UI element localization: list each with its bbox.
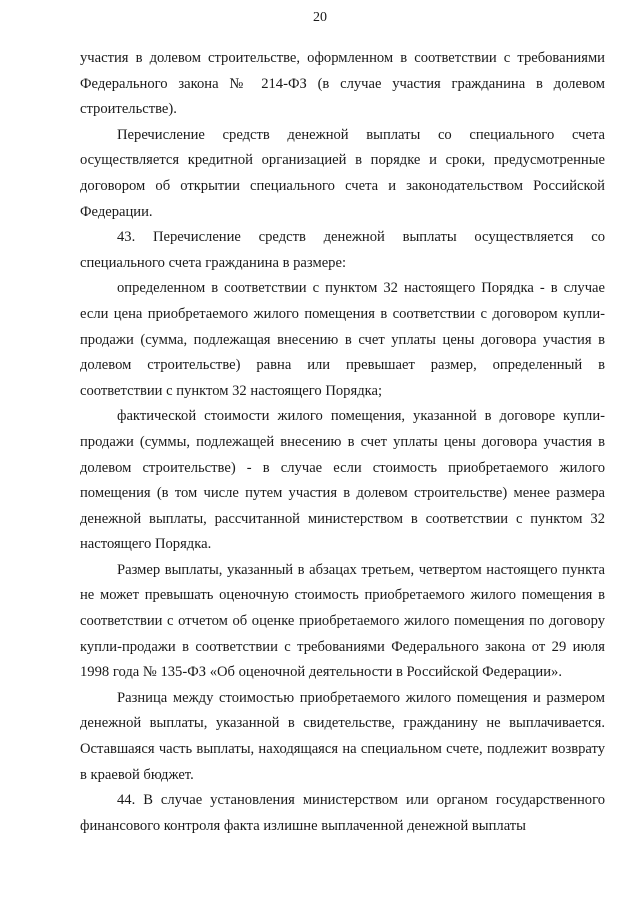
paragraph-item-43-b: фактической стоимости жилого помещения, указанной в договоре купли-продажи (суммы, подлежащей внесению в счет уплаты цены договора участия в долевом строительстве) - в случае если стоимость приобретаемого жилого помещения (в том числе путем участия в долевом строительстве) менее размера денежной выплаты, рассчитанной министерством в соответствии с пунктом 32 настоящего Порядка. <box>80 408 605 553</box>
paragraph-item-43: 43. Перечисление средств денежной выплаты осуществляется со специального счета гражданина в размере: <box>80 229 605 271</box>
paragraph-payment-limit: Размер выплаты, указанный в абзацах третьем, четвертом настоящего пункта не может превышать оценочную стоимость приобретаемого жилого помещения в соответствии с отчетом об оценке приобретаемого жилого помещения по договору купли-продажи в соответствии с требованиями Федерального закона от 29 июля 1998 года № 135-ФЗ «Об оценочной деятельности в Российской Федерации». <box>80 561 605 681</box>
document-body <box>80 46 605 839</box>
paragraph-difference: Разница между стоимостью приобретаемого жилого помещения и размером денежной выплаты, указанной в свидетельстве, гражданину не выплачивается. Оставшаяся часть выплаты, находящаяся на специальном счете, подлежит возврату в краевой бюджет. <box>80 689 605 783</box>
page-number: 20 <box>313 10 327 25</box>
paragraph-continuation: участия в долевом строительстве, оформленном в соответствии с требованиями Федерального закона № 214-ФЗ (в случае участия гражданина в долевом строительстве). <box>80 50 605 118</box>
paragraph-transfer-special-account: Перечисление средств денежной выплаты со специального счета осуществляется кредитной организацией в порядке и сроки, предусмотренные договором об открытии специального счета и законодательством Российской Федерации. <box>80 126 605 220</box>
paragraph-item-43-a: определенном в соответствии с пунктом 32 настоящего Порядка - в случае если цена приобретаемого жилого помещения в соответствии с договором купли-продажи (сумма, подлежащая внесению в счет уплаты цены договора участия в долевом строительстве) равна или превышает размер, определенный в соответствии с пунктом 32 настоящего Порядка; <box>80 280 605 399</box>
paragraph-item-44: 44. В случае установления министерством или органом государственного финансового контроля факта излишне выплаченной денежной выплаты <box>80 792 605 834</box>
